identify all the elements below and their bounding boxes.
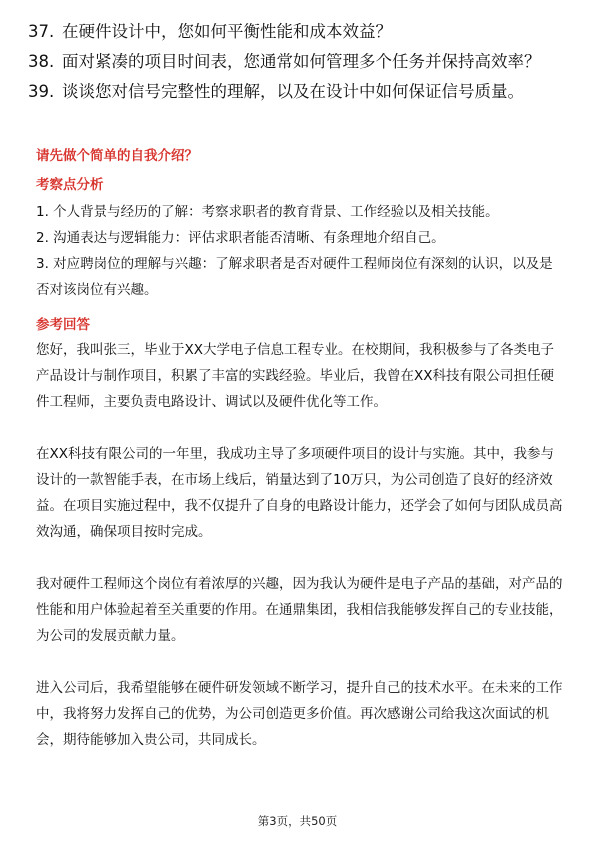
interview-question-title: 请先做个简单的自我介绍？	[36, 148, 198, 164]
analysis-item: 1. 个人背景与经历的了解：考察求职者的教育背景、工作经验以及相关技能。	[36, 204, 499, 220]
interview-question-section	[36, 146, 564, 753]
question-text: 面对紧凑的项目时间表，您通常如何管理多个任务并保持高效率？	[62, 52, 541, 71]
analysis-title: 考察点分析	[36, 177, 104, 193]
analysis-item: 2. 沟通表达与逻辑能力：评估求职者能否清晰、有条理地介绍自己。	[36, 230, 445, 246]
question-number: 37.	[28, 22, 55, 41]
question-item	[28, 50, 568, 74]
answer-paragraph: 您好，我叫张三，毕业于XX大学电子信息工程专业。在校期间，我积极参与了各类电子产品设计与制作项目，积累了丰富的实践经验。毕业后，我曾在XX科技有限公司担任硬件工程师，主要负责电路设计、调试以及硬件优化等工作。	[36, 342, 554, 410]
analysis-list	[36, 199, 564, 303]
question-number: 38.	[28, 52, 55, 71]
answer-title: 参考回答	[36, 317, 90, 333]
question-text: 谈谈您对信号完整性的理解，以及在设计中如何保证信号质量。	[62, 82, 524, 101]
analysis-item: 3. 对应聘岗位的理解与兴趣：了解求职者是否对硬件工程师岗位有深刻的认识，以及是否对该岗位有兴趣。	[36, 256, 553, 298]
question-number: 39.	[28, 82, 55, 101]
question-list	[28, 20, 568, 110]
question-text: 在硬件设计中，您如何平衡性能和成本效益？	[62, 22, 392, 41]
answer-paragraph: 进入公司后，我希望能够在硬件研发领域不断学习，提升自己的技术水平。在未来的工作中，我将努力发挥自己的优势，为公司创造更多价值。再次感谢公司给我这次面试的机会，期待能够加入贵公司，共同成长。	[36, 680, 563, 748]
page-footer: 第3页，共50页	[257, 814, 338, 828]
answer-paragraph: 我对硬件工程师这个岗位有着浓厚的兴趣，因为我认为硬件是电子产品的基础，对产品的性能和用户体验起着至关重要的作用。在通鼎集团，我相信我能够发挥自己的专业技能，为公司的发展贡献力量。	[36, 576, 563, 644]
answer-paragraph: 在XX科技有限公司的一年里，我成功主导了多项硬件项目的设计与实施。其中，我参与设计的一款智能手表，在市场上线后，销量达到了10万只，为公司创造了良好的经济效益。在项目实施过程中，我不仅提升了自身的电路设计能力，还学会了如何与团队成员高效沟通，确保项目按时完成。	[36, 446, 563, 540]
question-item	[28, 20, 568, 44]
answer-body	[36, 337, 564, 753]
question-item	[28, 80, 568, 104]
